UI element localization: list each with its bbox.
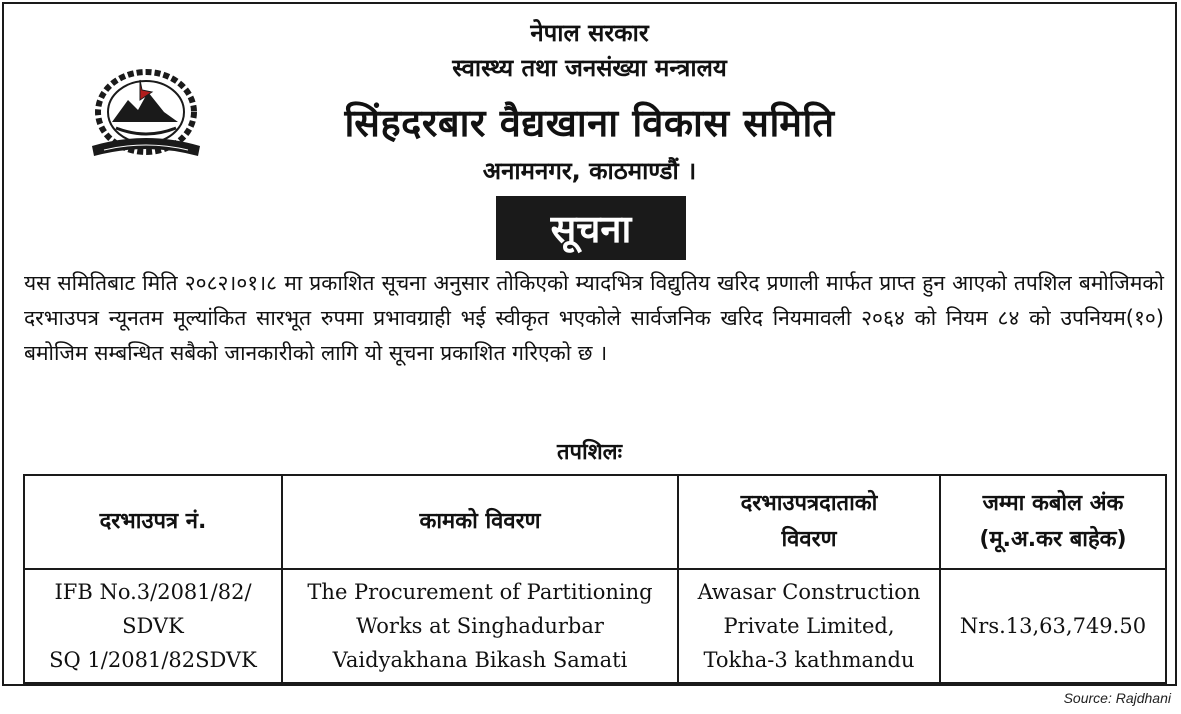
work-line3: Vaidyakhana Bikash Samati	[332, 648, 628, 672]
government-name: नेपाल सरकार	[530, 19, 649, 47]
table-row	[24, 569, 1166, 683]
work-line2: Works at Singhadurbar	[356, 614, 604, 638]
notice-title: सूचना	[496, 196, 686, 260]
cell-work-description	[282, 569, 678, 683]
organization-address: अनामनगर, काठमाण्डौं ।	[482, 157, 697, 185]
header-work-description	[282, 475, 678, 569]
notice-paragraph: यस समितिबाट मिति २०८२।०१।८ मा प्रकाशित सूचना अनुसार तोकिएको म्यादभित्र विद्युतिय खरिद प्रणाली मार्फत प्राप्त हुन आएको तपशिल बमोजिमको दरभाउपत्र न्यूनतम मूल्यांकित सारभूत रुपमा प्रभावग्राही भई स्वीकृत भएकोले सार्वजनिक खरिद नियमावली २०६४ को नियम ८४ को उपनियम(१०) बमोजिम सम्बन्धित सबैको जानकारीको लागि यो सूचना प्रकाशित गरिएको छ ।	[24, 271, 1164, 365]
header-bidder-details	[678, 475, 940, 569]
table-header-row	[24, 475, 1166, 569]
header-bid-no	[24, 475, 282, 569]
organization-name: सिंहदरबार वैद्यखाना विकास समिति	[344, 101, 835, 145]
header-work-line1: कामको विवरण	[419, 509, 541, 534]
header-bid-no-line1: दरभाउपत्र नं.	[99, 509, 207, 534]
work-line1: The Procurement of Partitioning	[307, 580, 653, 604]
cell-bid-no	[24, 569, 282, 683]
cell-total-amount: Nrs.13,63,749.50	[940, 569, 1166, 683]
header-bidder-line2: विवरण	[781, 527, 837, 552]
bidder-line1: Awasar Construction	[697, 580, 921, 604]
bid-no-line2: SDVK	[122, 614, 184, 638]
source-credit: Source: Rajdhani	[1063, 690, 1171, 706]
bid-no-line1: IFB No.3/2081/82/	[54, 580, 252, 604]
bidder-line3: Tokha-3 kathmandu	[703, 648, 915, 672]
header-amount-line1: जम्मा कबोल अंक	[982, 491, 1124, 516]
bidder-line2: Private Limited,	[723, 614, 895, 638]
ministry-name: स्वास्थ्य तथा जनसंख्या मन्त्रालय	[452, 54, 727, 82]
header-amount-line2: (मू.अ.कर बाहेक)	[979, 527, 1127, 552]
table-caption: तपशिलः	[556, 440, 623, 465]
cell-bidder-details	[678, 569, 940, 683]
header-total-amount	[940, 475, 1166, 569]
header-bidder-line1: दरभाउपत्रदाताको	[740, 491, 878, 516]
award-table	[23, 474, 1167, 684]
notice-frame	[2, 2, 1177, 686]
bid-no-line3: SQ 1/2081/82SDVK	[49, 648, 257, 672]
